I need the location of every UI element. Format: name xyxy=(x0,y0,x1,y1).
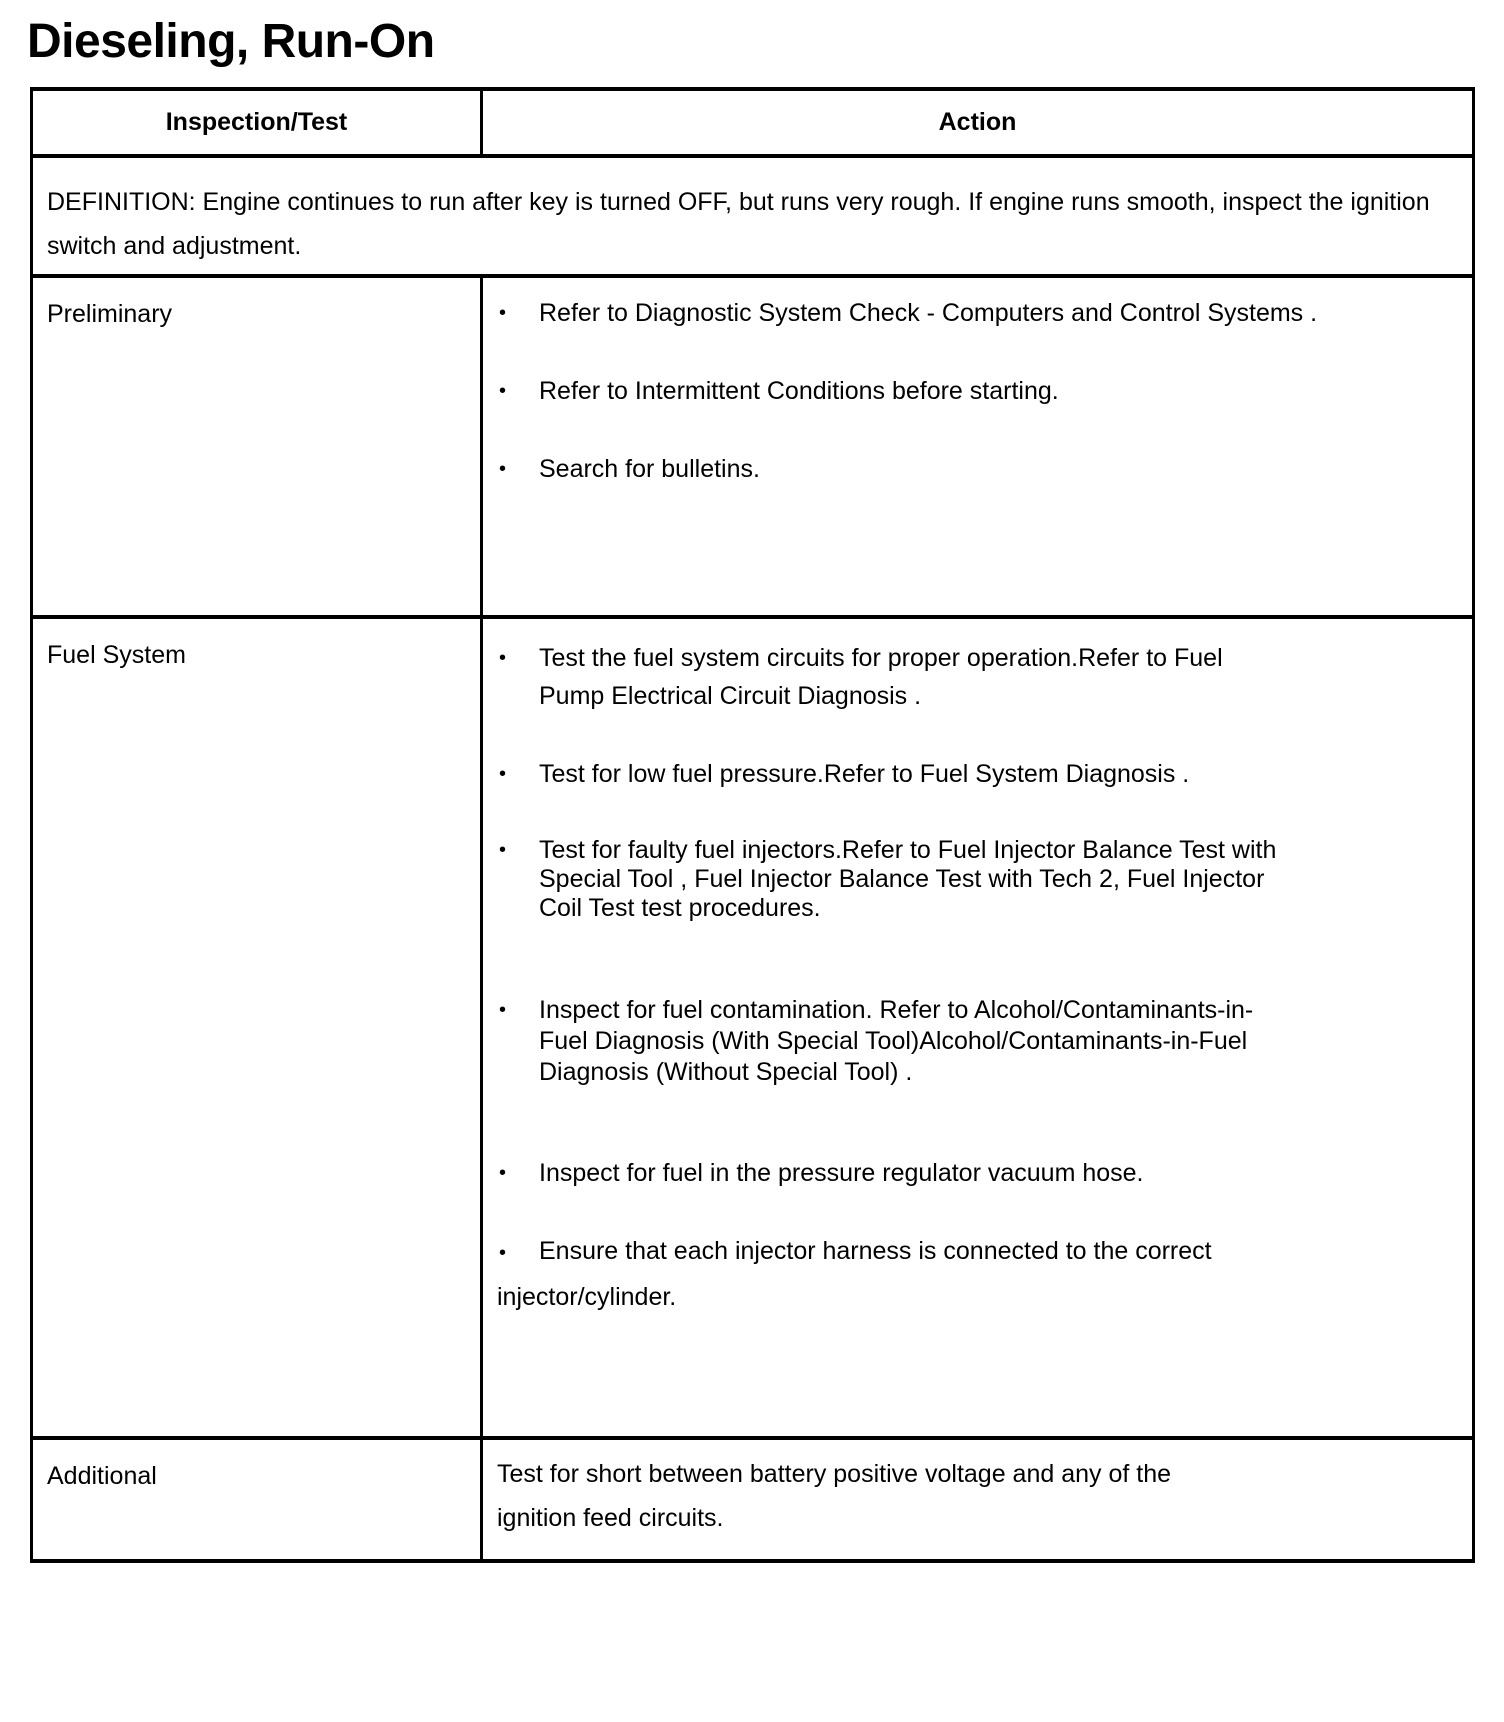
list-item xyxy=(497,454,1458,485)
list-item xyxy=(497,759,1292,790)
action-text: Test for short between battery positive voltage and any of the ignition feed circuits. xyxy=(497,1460,1172,1532)
table-row-preliminary xyxy=(33,278,1472,619)
list-item xyxy=(497,376,1458,407)
diagnostic-table xyxy=(30,87,1475,1563)
bullet-icon: • xyxy=(499,302,507,324)
row-label: Fuel System xyxy=(33,619,483,1436)
column-header-action: Action xyxy=(938,108,1017,136)
bullet-icon: • xyxy=(499,999,507,1021)
bullet-icon: • xyxy=(499,763,507,785)
table-row-fuel-system xyxy=(33,619,1472,1440)
bullet-icon: • xyxy=(499,647,507,669)
list-item xyxy=(497,639,1292,715)
list-item xyxy=(497,836,1292,923)
row-label: Preliminary xyxy=(33,278,483,615)
action-text: Test the fuel system circuits for proper operation.Refer to Fuel Pump Electrical Circuit Diagnosis . xyxy=(539,644,1223,710)
action-list xyxy=(483,619,1472,1436)
row-label: Additional xyxy=(33,1440,483,1559)
action-text: Test for faulty fuel injectors.Refer to Fuel Injector Balance Test with Special Tool , Fuel Injector Balance Test with Tech 2, Fuel Injector Coil Test test procedures. xyxy=(539,836,1277,922)
action-text: Ensure that each injector harness is connected to the correct injector/cylinder. xyxy=(497,1237,1212,1311)
bullet-icon: • xyxy=(499,839,507,861)
action-text: Inspect for fuel in the pressure regulator vacuum hose. xyxy=(539,1159,1144,1187)
bullet-icon: • xyxy=(499,1162,507,1184)
action-text: Refer to Intermittent Conditions before starting. xyxy=(539,377,1059,405)
bullet-icon: • xyxy=(499,380,507,402)
action-text: Refer to Diagnostic System Check - Computers and Control Systems . xyxy=(539,299,1318,327)
action-text: Search for bulletins. xyxy=(539,455,760,483)
page-title: Dieseling, Run-On xyxy=(27,15,435,68)
list-item xyxy=(497,298,1458,329)
bullet-icon: • xyxy=(499,1242,507,1264)
list-item xyxy=(497,1229,1292,1319)
table-row-additional xyxy=(33,1440,1472,1563)
list-item xyxy=(497,1158,1292,1189)
table-header-row xyxy=(33,91,1472,158)
action-text: Inspect for fuel contamination. Refer to Alcohol/Contaminants-in-Fuel Diagnosis (With Special Tool)Alcohol/Contaminants-in-Fuel Diagnosis (Without Special Tool) . xyxy=(539,996,1254,1086)
action-text: Test for low fuel pressure.Refer to Fuel System Diagnosis . xyxy=(539,760,1190,788)
list-item xyxy=(497,995,1292,1088)
action-list xyxy=(483,278,1472,615)
bullet-icon: • xyxy=(499,458,507,480)
definition-row: DEFINITION: Engine continues to run after key is turned OFF, but runs very rough. If engine runs smooth, inspect the ignition switch and adjustment. xyxy=(33,158,1472,278)
column-header-inspection-test: Inspection/Test xyxy=(33,91,483,154)
